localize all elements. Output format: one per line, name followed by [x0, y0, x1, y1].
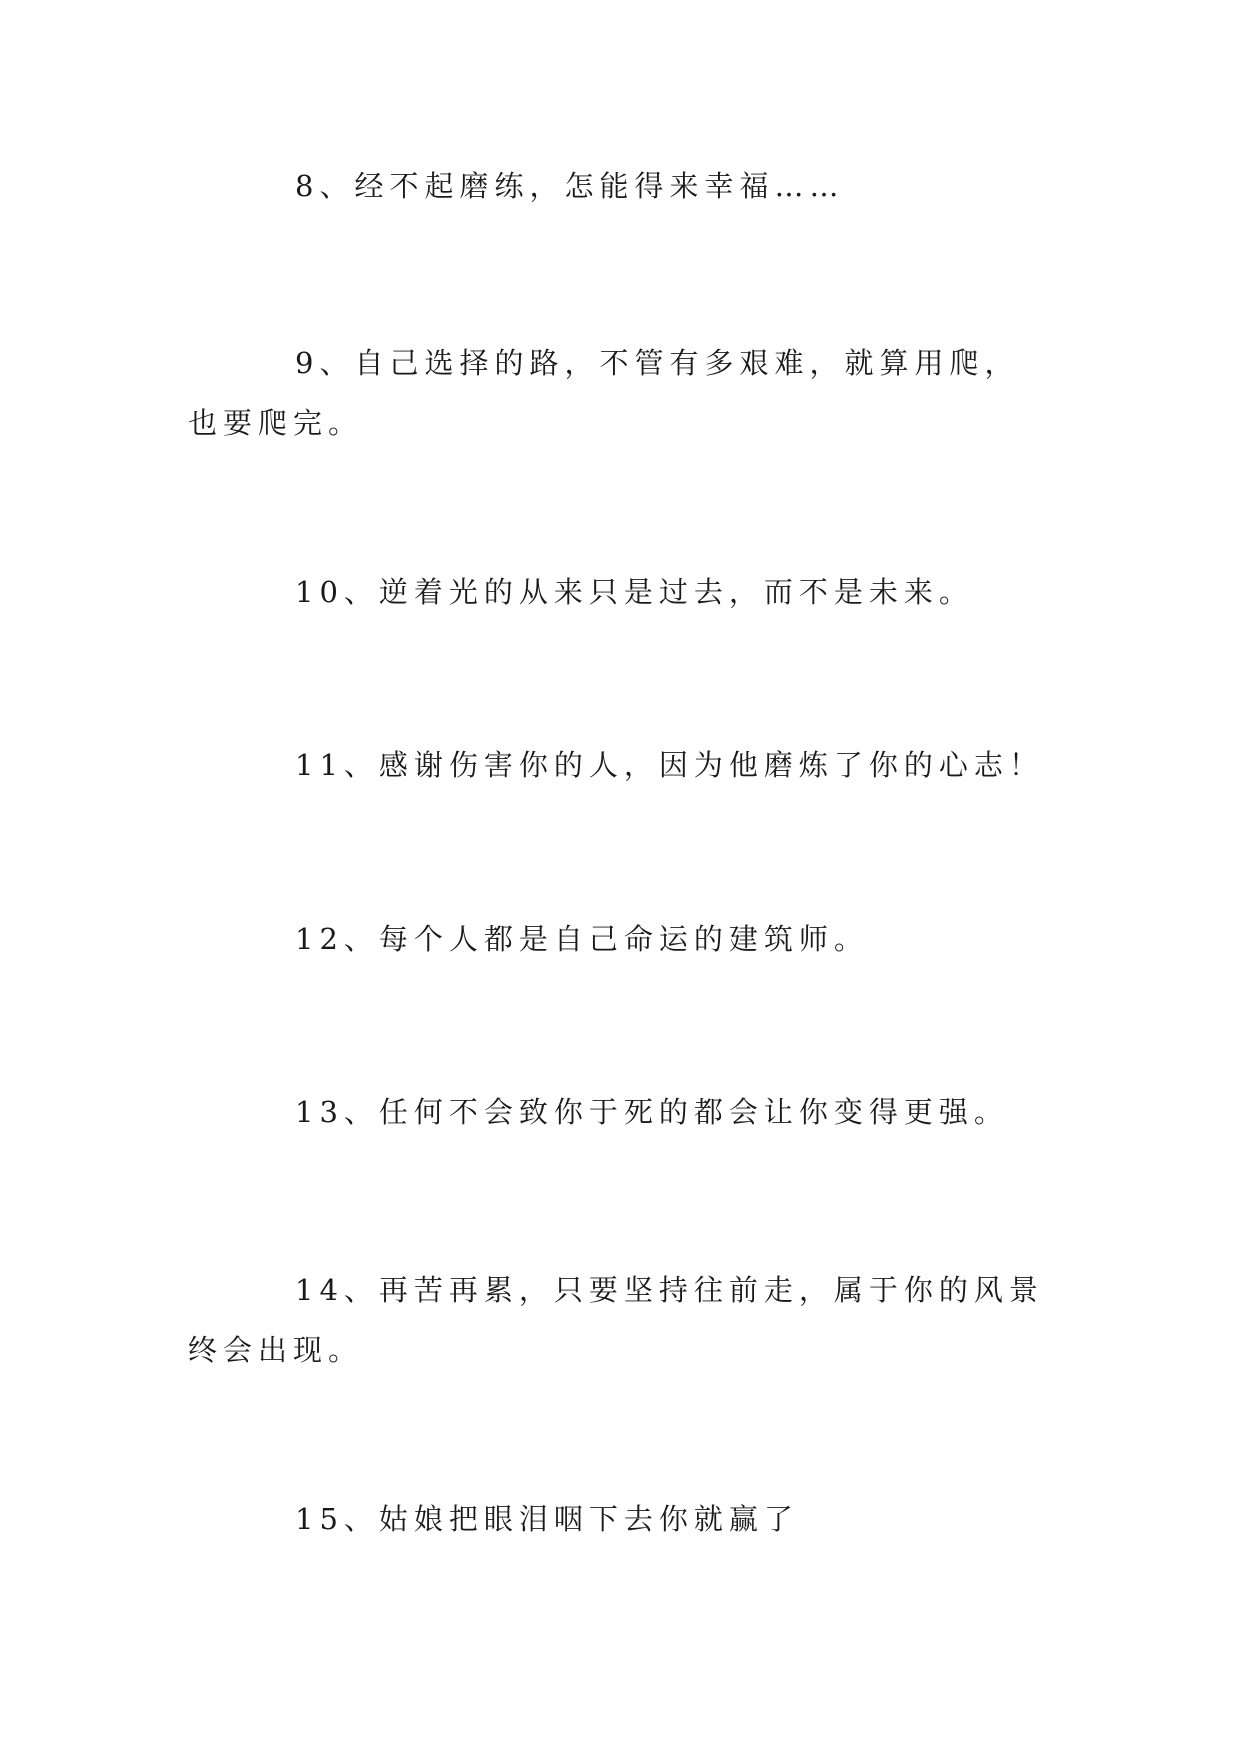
quote-paragraph-9: 9、自己选择的路，不管有多艰难，就算用爬，也要爬完。: [188, 346, 1020, 440]
quote-paragraph-8: 8、经不起磨练，怎能得来幸福……: [295, 169, 845, 203]
quote-paragraph-11: 11、感谢伤害你的人，因为他磨炼了你的心志！: [295, 748, 1044, 782]
quote-paragraph-13: 13、任何不会致你于死的都会让你变得更强。: [295, 1095, 1009, 1129]
quote-paragraph-12: 12、每个人都是自己命运的建筑师。: [295, 922, 869, 956]
quote-paragraph-15: 15、姑娘把眼泪咽下去你就赢了: [295, 1502, 799, 1536]
quote-paragraph-10: 10、逆着光的从来只是过去，而不是未来。: [295, 575, 974, 609]
quote-paragraph-14: 14、再苦再累，只要坚持往前走，属于你的风景终会出现。: [188, 1273, 1044, 1367]
